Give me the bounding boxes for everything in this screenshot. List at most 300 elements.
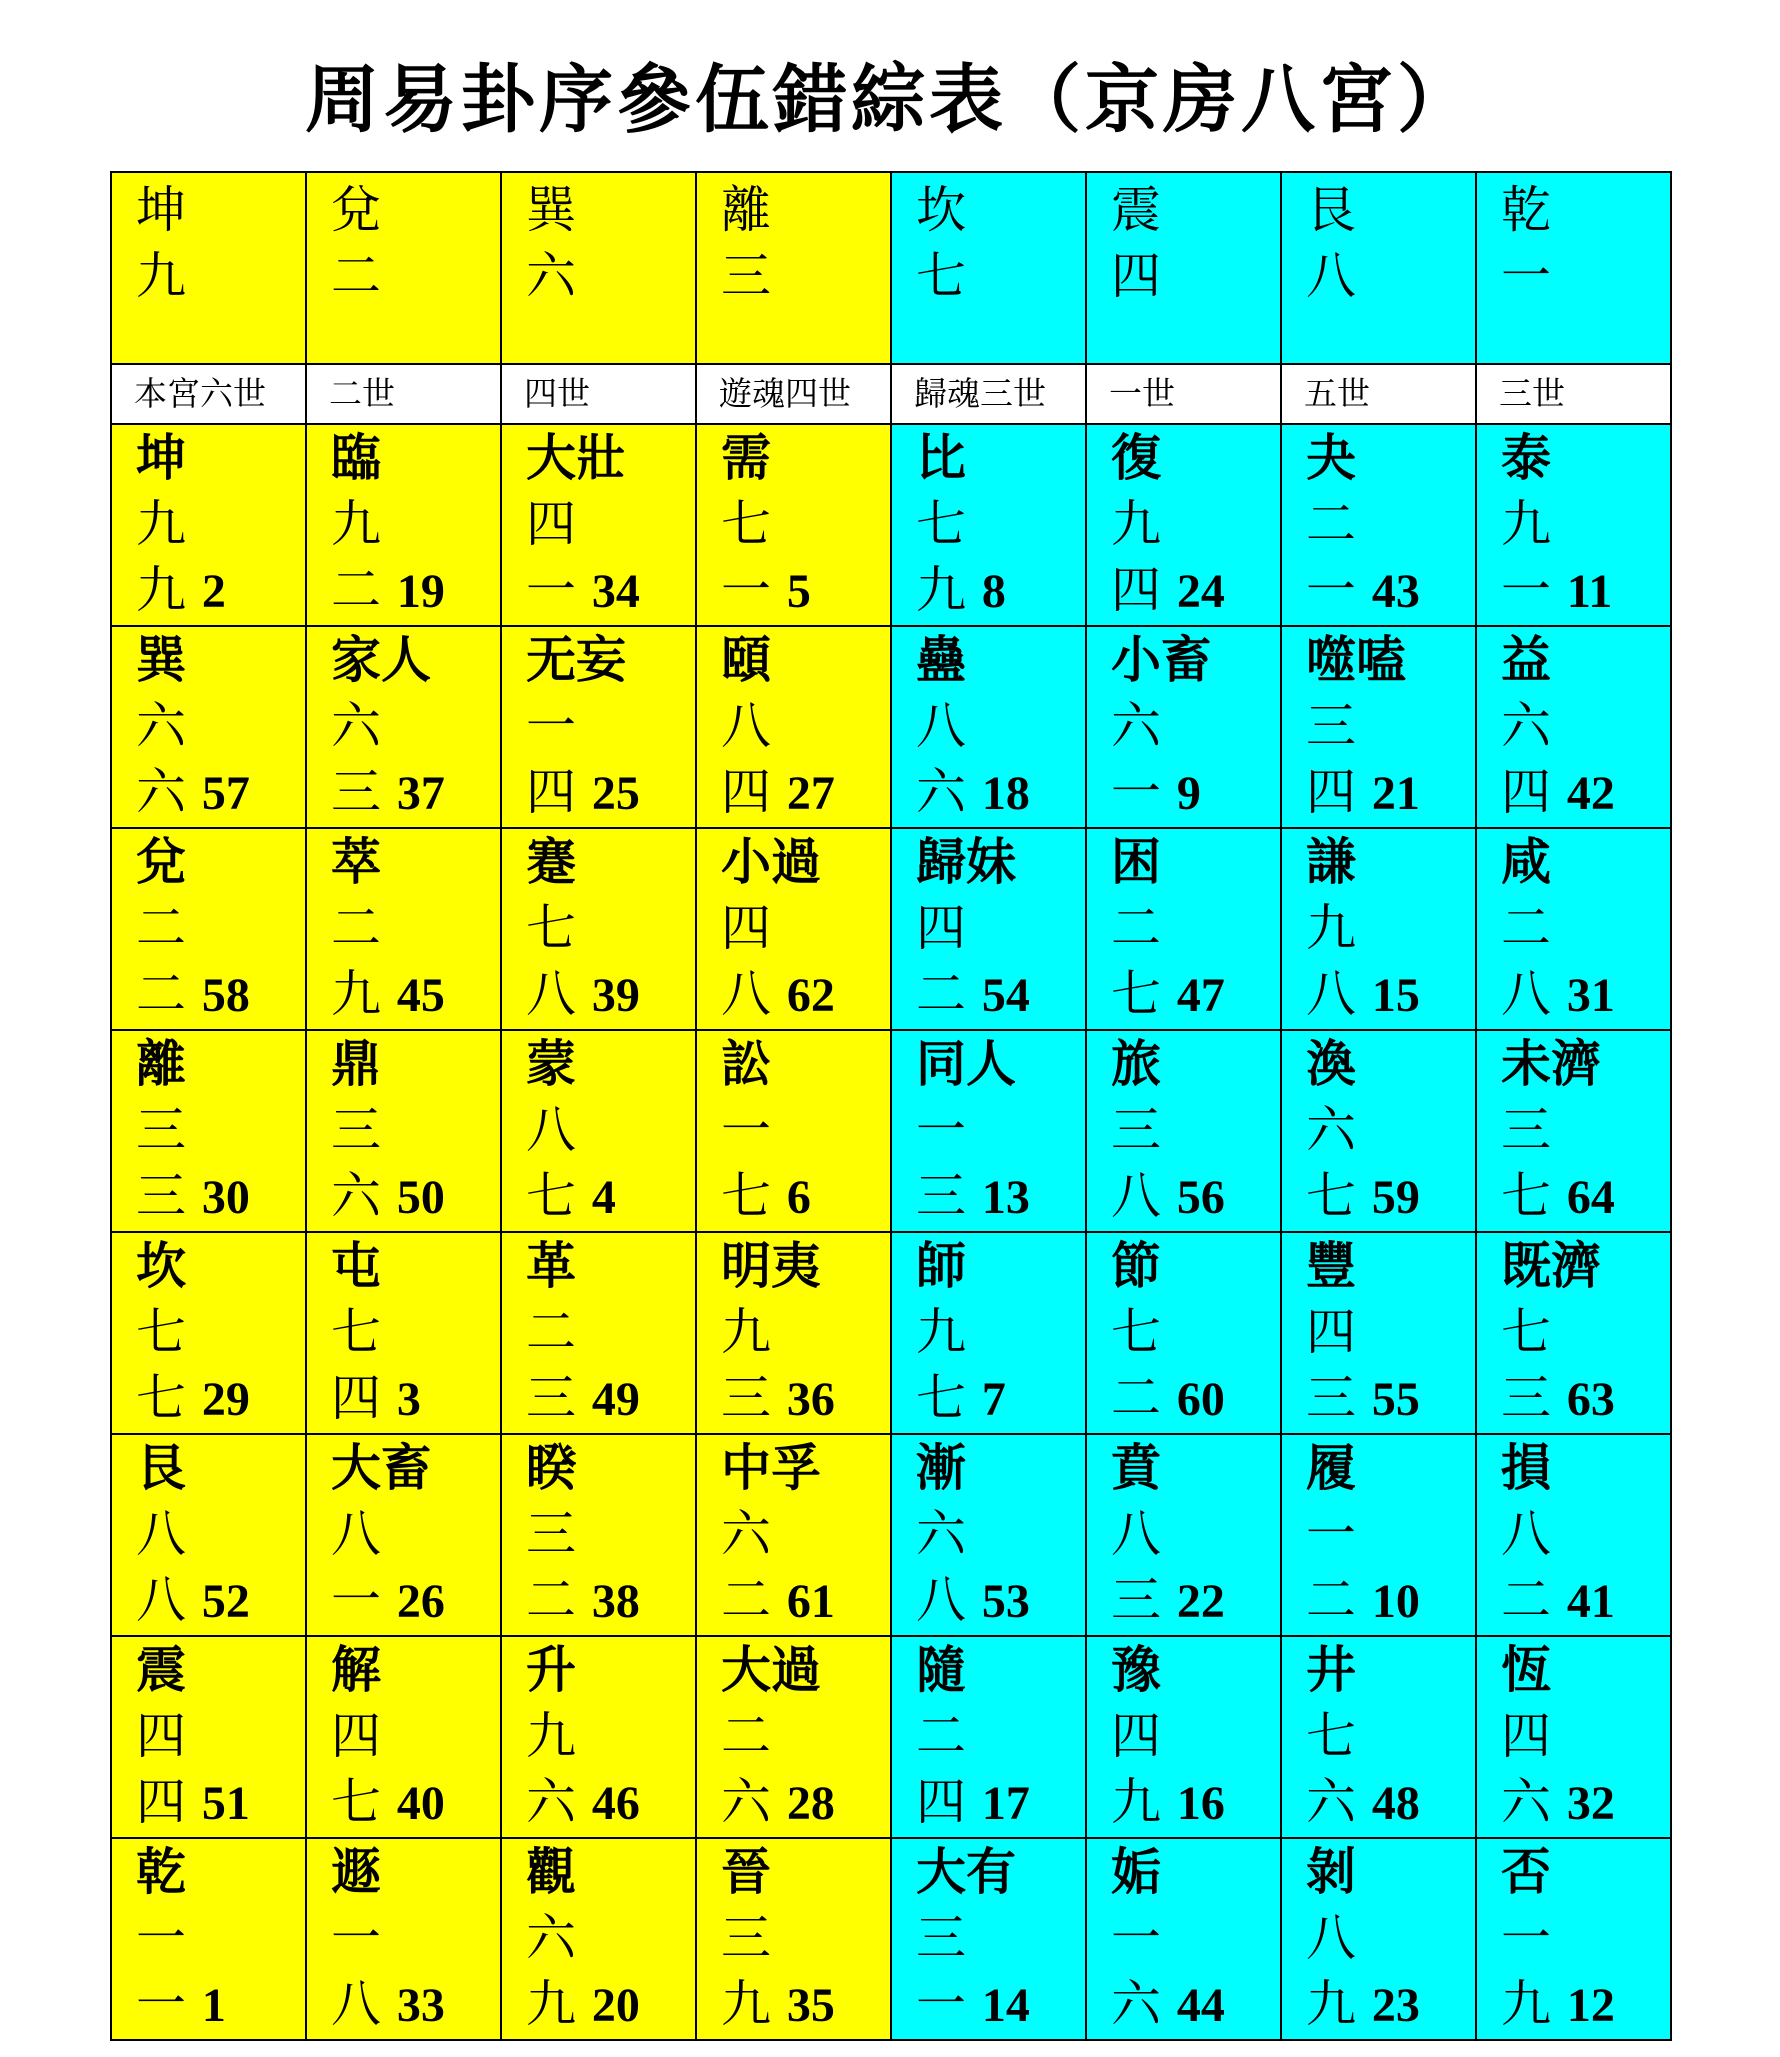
hexagram-lower-line: [892, 1971, 1085, 2039]
hexagram-upper-number: 九: [916, 1303, 966, 1361]
hexagram-upper-number: 三: [916, 1909, 966, 1967]
hexagram-sequence-number: 58: [201, 969, 250, 1022]
hexagram-lower-number: 九: [721, 1975, 771, 2033]
hexagram-cell: [111, 828, 306, 1030]
hexagram-upper-number: 三: [136, 1101, 186, 1159]
hexagram-lower-number: 二: [331, 561, 381, 619]
hexagram-lower-line: [1477, 1769, 1670, 1837]
hexagram-cell: [1476, 1232, 1671, 1434]
hexagram-name: 遯: [331, 1842, 381, 1901]
hexagram-name: 蒙: [526, 1034, 576, 1093]
hexagram-cell: [111, 1434, 306, 1636]
hexagram-cell: [1086, 1636, 1281, 1838]
hexagram-sequence-number: 50: [396, 1171, 445, 1224]
hexagram-name: 睽: [526, 1438, 576, 1497]
hexagram-lower-line: [307, 1163, 500, 1231]
hexagram-lower-line: [892, 759, 1085, 827]
hexagram-lower-line: [1477, 1971, 1670, 2039]
hexagram-lower-line: [502, 557, 695, 625]
generation-label: 本宮六世: [134, 374, 266, 413]
hexagram-lower-line: [697, 1163, 890, 1231]
hexagram-cell: [891, 1838, 1086, 2040]
hexagram-sequence-number: 28: [786, 1777, 835, 1830]
hexagram-upper-number: 一: [526, 697, 576, 755]
hexagram-upper-number: 六: [1111, 697, 1161, 755]
hexagram-upper-number: 九: [331, 495, 381, 553]
hexagram-lower-number: 四: [331, 1369, 381, 1427]
hexagram-name: 履: [1306, 1438, 1356, 1497]
hexagram-sequence-number: 62: [786, 969, 835, 1022]
hexagram-upper-number: 三: [331, 1101, 381, 1159]
hexagram-upper-number: 七: [721, 495, 771, 553]
hexagram-sequence-number: 34: [591, 565, 640, 618]
generation-label: 遊魂四世: [719, 374, 851, 413]
hexagram-upper-number: 六: [136, 697, 186, 755]
palace-header-cell: [696, 172, 891, 364]
hexagram-lower-number: 九: [1306, 1975, 1356, 2033]
hexagram-upper-number: 九: [721, 1303, 771, 1361]
generation-cell: [696, 364, 891, 424]
palace-name: 兌: [331, 181, 381, 239]
hexagram-sequence-number: 23: [1371, 1979, 1420, 2032]
hexagram-lower-number: 二: [916, 965, 966, 1023]
hexagram-name: 蹇: [526, 832, 576, 891]
hexagram-upper-number: 六: [916, 1505, 966, 1563]
hexagram-name: 賁: [1111, 1438, 1161, 1497]
hexagram-lower-number: 一: [136, 1975, 186, 2033]
hexagram-upper-number: 六: [1306, 1101, 1356, 1159]
hexagram-lower-number: 三: [916, 1167, 966, 1225]
hexagram-lower-number: 六: [1111, 1975, 1161, 2033]
hexagram-cell: [1281, 1636, 1476, 1838]
hexagram-cell: [306, 1232, 501, 1434]
hexagram-upper-number: 七: [1501, 1303, 1551, 1361]
hexagram-lower-line: [1477, 759, 1670, 827]
palace-header-cell: [891, 172, 1086, 364]
hexagram-name: 姤: [1111, 1842, 1161, 1901]
hexagram-name: 恆: [1501, 1640, 1551, 1699]
hexagram-row: [111, 1030, 1671, 1232]
hexagram-sequence-number: 39: [591, 969, 640, 1022]
hexagram-lower-number: 六: [721, 1773, 771, 1831]
hexagram-lower-number: 七: [1111, 965, 1161, 1023]
hexagram-row: [111, 1838, 1671, 2040]
hexagram-lower-line: [1282, 557, 1475, 625]
hexagram-name: 豫: [1111, 1640, 1161, 1699]
hexagram-lower-line: [892, 1769, 1085, 1837]
hexagram-sequence-number: 17: [981, 1777, 1030, 1830]
hexagram-lower-number: 一: [331, 1571, 381, 1629]
hexagram-name: 噬嗑: [1306, 630, 1406, 689]
generation-label: 三世: [1499, 374, 1565, 413]
hexagram-name: 鼎: [331, 1034, 381, 1093]
hexagram-lower-line: [1477, 1163, 1670, 1231]
hexagram-name: 益: [1501, 630, 1551, 689]
hexagram-sequence-number: 61: [786, 1575, 835, 1628]
generation-cell: [1476, 364, 1671, 424]
hexagram-sequence-number: 46: [591, 1777, 640, 1830]
hexagram-name: 小畜: [1111, 630, 1211, 689]
hexagram-lower-number: 七: [136, 1369, 186, 1427]
hexagram-lower-number: 三: [331, 763, 381, 821]
hexagram-sequence-number: 1: [201, 1979, 226, 2032]
palace-number: 九: [136, 247, 186, 305]
hexagram-upper-number: 八: [1306, 1909, 1356, 1967]
hexagram-sequence-number: 16: [1176, 1777, 1225, 1830]
hexagram-lower-line: [1282, 759, 1475, 827]
hexagram-cell: [891, 626, 1086, 828]
hexagram-lower-line: [1282, 1769, 1475, 1837]
hexagram-name: 旅: [1111, 1034, 1161, 1093]
hexagram-cell: [891, 1434, 1086, 1636]
hexagram-lower-number: 四: [721, 763, 771, 821]
hexagram-lower-number: 八: [721, 965, 771, 1023]
hexagram-lower-line: [1087, 961, 1280, 1029]
generation-label: 歸魂三世: [914, 374, 1046, 413]
hexagram-sequence-number: 3: [396, 1373, 421, 1426]
hexagram-lower-line: [1477, 1567, 1670, 1635]
hexagram-upper-number: 四: [1501, 1707, 1551, 1765]
hexagram-cell: [1476, 1434, 1671, 1636]
palace-header-cell: [1281, 172, 1476, 364]
hexagram-name: 渙: [1306, 1034, 1356, 1093]
hexagram-lower-line: [697, 1971, 890, 2039]
hexagram-name: 革: [526, 1236, 576, 1295]
hexagram-lower-line: [307, 1365, 500, 1433]
palace-name: 乾: [1501, 181, 1551, 239]
hexagram-cell: [1476, 828, 1671, 1030]
hexagram-sequence-number: 8: [981, 565, 1006, 618]
hexagram-sequence-number: 10: [1371, 1575, 1420, 1628]
hexagram-lower-number: 一: [916, 1975, 966, 2033]
hexagram-sequence-number: 49: [591, 1373, 640, 1426]
hexagram-sequence-number: 30: [201, 1171, 250, 1224]
hexagram-upper-number: 九: [136, 495, 186, 553]
hexagram-cell: [111, 1636, 306, 1838]
generation-label: 一世: [1109, 374, 1175, 413]
hexagram-lower-number: 八: [136, 1571, 186, 1629]
hexagram-row: [111, 626, 1671, 828]
hexagram-upper-number: 六: [721, 1505, 771, 1563]
hexagram-sequence-number: 51: [201, 1777, 250, 1830]
hexagram-lower-number: 三: [1501, 1369, 1551, 1427]
hexagram-name: 中孚: [721, 1438, 821, 1497]
hexagram-upper-number: 四: [916, 899, 966, 957]
hexagram-sequence-number: 2: [201, 565, 226, 618]
page-title: 周易卦序參伍錯綜表（京房八宮）: [305, 57, 1475, 143]
hexagram-sequence-number: 45: [396, 969, 445, 1022]
hexagram-lower-line: [1282, 1971, 1475, 2039]
hexagram-name: 解: [331, 1640, 381, 1699]
hexagram-sequence-number: 56: [1176, 1171, 1225, 1224]
palace-name: 坎: [916, 181, 966, 239]
hexagram-upper-number: 八: [136, 1505, 186, 1563]
hexagram-cell: [1086, 1030, 1281, 1232]
hexagram-upper-number: 一: [136, 1909, 186, 1967]
hexagram-cell: [696, 1636, 891, 1838]
hexagram-lower-line: [1087, 1769, 1280, 1837]
hexagram-lower-line: [112, 1769, 305, 1837]
hexagram-lower-number: 七: [331, 1773, 381, 1831]
hexagram-lower-line: [697, 557, 890, 625]
hexagram-name: 巽: [136, 630, 186, 689]
hexagram-name: 夬: [1306, 428, 1356, 487]
hexagram-lower-line: [892, 961, 1085, 1029]
hexagram-lower-line: [697, 1769, 890, 1837]
hexagram-lower-number: 三: [721, 1369, 771, 1427]
hexagram-cell: [501, 1838, 696, 2040]
hexagram-cell: [1476, 1030, 1671, 1232]
hexagram-name: 大畜: [331, 1438, 431, 1497]
hexagram-cell: [501, 1030, 696, 1232]
hexagram-upper-number: 二: [1111, 899, 1161, 957]
hexagram-upper-number: 二: [1306, 495, 1356, 553]
hexagram-lower-number: 八: [916, 1571, 966, 1629]
hexagram-lower-line: [307, 557, 500, 625]
hexagram-lower-number: 九: [1501, 1975, 1551, 2033]
hexagram-sequence-number: 43: [1371, 565, 1420, 618]
generation-cell: [1281, 364, 1476, 424]
hexagram-name: 師: [916, 1236, 966, 1295]
generation-cell: [501, 364, 696, 424]
hexagram-upper-number: 二: [136, 899, 186, 957]
generation-label: 四世: [524, 374, 590, 413]
hexagram-lower-number: 三: [1111, 1571, 1161, 1629]
hexagram-lower-number: 四: [1111, 561, 1161, 619]
hexagram-name: 需: [721, 428, 771, 487]
palace-name: 震: [1111, 181, 1161, 239]
hexagram-name: 屯: [331, 1236, 381, 1295]
hexagram-table: [110, 171, 1672, 2041]
hexagram-lower-line: [1087, 1567, 1280, 1635]
hexagram-lower-line: [1282, 961, 1475, 1029]
hexagram-row: [111, 828, 1671, 1030]
hexagram-upper-number: 九: [1111, 495, 1161, 553]
hexagram-lower-line: [307, 1769, 500, 1837]
hexagram-sequence-number: 4: [591, 1171, 616, 1224]
hexagram-cell: [501, 1232, 696, 1434]
hexagram-sequence-number: 5: [786, 565, 811, 618]
hexagram-lower-line: [1087, 1971, 1280, 2039]
hexagram-cell: [1086, 424, 1281, 626]
hexagram-lower-number: 四: [526, 763, 576, 821]
hexagram-lower-number: 六: [1306, 1773, 1356, 1831]
hexagram-sequence-number: 18: [981, 767, 1030, 820]
hexagram-cell: [501, 424, 696, 626]
hexagram-lower-number: 一: [1501, 561, 1551, 619]
generation-cell: [111, 364, 306, 424]
hexagram-cell: [891, 828, 1086, 1030]
hexagram-upper-number: 四: [526, 495, 576, 553]
hexagram-lower-number: 二: [526, 1571, 576, 1629]
hexagram-upper-number: 八: [526, 1101, 576, 1159]
hexagram-lower-number: 二: [136, 965, 186, 1023]
hexagram-name: 蠱: [916, 630, 966, 689]
hexagram-lower-line: [892, 1365, 1085, 1433]
hexagram-cell: [1086, 1434, 1281, 1636]
hexagram-lower-number: 二: [1501, 1571, 1551, 1629]
hexagram-name: 萃: [331, 832, 381, 891]
hexagram-lower-number: 四: [1306, 763, 1356, 821]
hexagram-lower-number: 二: [1111, 1369, 1161, 1427]
hexagram-row: [111, 1434, 1671, 1636]
hexagram-cell: [1476, 1636, 1671, 1838]
hexagram-name: 損: [1501, 1438, 1551, 1497]
hexagram-name: 復: [1111, 428, 1161, 487]
hexagram-upper-number: 三: [1501, 1101, 1551, 1159]
hexagram-sequence-number: 60: [1176, 1373, 1225, 1426]
hexagram-cell: [1086, 828, 1281, 1030]
hexagram-sequence-number: 7: [981, 1373, 1006, 1426]
hexagram-lower-number: 七: [721, 1167, 771, 1225]
hexagram-sequence-number: 13: [981, 1171, 1030, 1224]
hexagram-lower-number: 六: [1501, 1773, 1551, 1831]
hexagram-lower-number: 六: [916, 763, 966, 821]
hexagram-sequence-number: 44: [1176, 1979, 1225, 2032]
hexagram-lower-number: 一: [1111, 763, 1161, 821]
palace-number: 三: [721, 247, 771, 305]
hexagram-lower-line: [1282, 1163, 1475, 1231]
hexagram-cell: [111, 1838, 306, 2040]
hexagram-name: 升: [526, 1640, 576, 1699]
hexagram-lower-line: [502, 1971, 695, 2039]
hexagram-name: 明夷: [721, 1236, 821, 1295]
hexagram-lower-number: 八: [1501, 965, 1551, 1023]
hexagram-lower-number: 七: [1306, 1167, 1356, 1225]
hexagram-lower-number: 四: [136, 1773, 186, 1831]
hexagram-upper-number: 二: [331, 899, 381, 957]
hexagram-cell: [1281, 1232, 1476, 1434]
hexagram-cell: [696, 424, 891, 626]
hexagram-row: [111, 424, 1671, 626]
hexagram-upper-number: 四: [1111, 1707, 1161, 1765]
palace-number: 七: [916, 247, 966, 305]
hexagram-sequence-number: 29: [201, 1373, 250, 1426]
hexagram-lower-number: 一: [526, 561, 576, 619]
hexagram-lower-line: [307, 759, 500, 827]
hexagram-sequence-number: 57: [201, 767, 250, 820]
hexagram-cell: [891, 1030, 1086, 1232]
hexagram-upper-number: 一: [1111, 1909, 1161, 1967]
hexagram-sequence-number: 12: [1566, 1979, 1615, 2032]
hexagram-upper-number: 七: [1306, 1707, 1356, 1765]
hexagram-cell: [1086, 1232, 1281, 1434]
hexagram-lower-number: 三: [526, 1369, 576, 1427]
hexagram-lower-line: [307, 1971, 500, 2039]
hexagram-cell: [1476, 1838, 1671, 2040]
hexagram-upper-number: 三: [526, 1505, 576, 1563]
palace-name: 離: [721, 181, 771, 239]
hexagram-lower-number: 一: [721, 561, 771, 619]
hexagram-lower-line: [307, 961, 500, 1029]
hexagram-sequence-number: 47: [1176, 969, 1225, 1022]
hexagram-upper-number: 三: [1111, 1101, 1161, 1159]
hexagram-upper-number: 八: [916, 697, 966, 755]
hexagram-name: 隨: [916, 1640, 966, 1699]
hexagram-cell: [306, 1030, 501, 1232]
hexagram-upper-number: 九: [1501, 495, 1551, 553]
hexagram-sequence-number: 54: [981, 969, 1030, 1022]
hexagram-upper-number: 九: [526, 1707, 576, 1765]
hexagram-name: 同人: [916, 1034, 1016, 1093]
hexagram-name: 困: [1111, 832, 1161, 891]
hexagram-name: 離: [136, 1034, 186, 1093]
hexagram-name: 井: [1306, 1640, 1356, 1699]
hexagram-cell: [306, 626, 501, 828]
hexagram-name: 剝: [1306, 1842, 1356, 1901]
hexagram-name: 大有: [916, 1842, 1016, 1901]
hexagram-name: 大壯: [526, 428, 626, 487]
palace-header-cell: [501, 172, 696, 364]
hexagram-name: 坎: [136, 1236, 186, 1295]
hexagram-sequence-number: 31: [1566, 969, 1615, 1022]
hexagram-name: 頤: [721, 630, 771, 689]
hexagram-upper-number: 二: [916, 1707, 966, 1765]
hexagram-lower-number: 七: [526, 1167, 576, 1225]
hexagram-lower-number: 九: [1111, 1773, 1161, 1831]
hexagram-sequence-number: 40: [396, 1777, 445, 1830]
hexagram-lower-line: [112, 1163, 305, 1231]
hexagram-sequence-number: 55: [1371, 1373, 1420, 1426]
hexagram-name: 節: [1111, 1236, 1161, 1295]
hexagram-name: 小過: [721, 832, 821, 891]
hexagram-upper-number: 六: [526, 1909, 576, 1967]
hexagram-sequence-number: 21: [1371, 767, 1420, 820]
palace-header-row: [111, 172, 1671, 364]
hexagram-name: 歸妹: [916, 832, 1016, 891]
hexagram-lower-number: 七: [1501, 1167, 1551, 1225]
hexagram-upper-number: 八: [1501, 1505, 1551, 1563]
hexagram-lower-line: [1282, 1365, 1475, 1433]
hexagram-sequence-number: 64: [1566, 1171, 1615, 1224]
hexagram-cell: [111, 626, 306, 828]
hexagram-upper-number: 一: [1501, 1909, 1551, 1967]
hexagram-lower-number: 一: [1306, 561, 1356, 619]
hexagram-sequence-number: 53: [981, 1575, 1030, 1628]
hexagram-row: [111, 1636, 1671, 1838]
hexagram-lower-line: [1282, 1567, 1475, 1635]
hexagram-upper-number: 四: [136, 1707, 186, 1765]
hexagram-name: 訟: [721, 1034, 771, 1093]
hexagram-upper-number: 六: [1501, 697, 1551, 755]
hexagram-sequence-number: 22: [1176, 1575, 1225, 1628]
hexagram-cell: [891, 424, 1086, 626]
hexagram-lower-number: 六: [136, 763, 186, 821]
hexagram-upper-number: 二: [526, 1303, 576, 1361]
hexagram-cell: [891, 1636, 1086, 1838]
hexagram-cell: [306, 1636, 501, 1838]
hexagram-name: 謙: [1306, 832, 1356, 891]
hexagram-lower-line: [112, 1971, 305, 2039]
hexagram-upper-number: 四: [331, 1707, 381, 1765]
hexagram-upper-number: 一: [331, 1909, 381, 1967]
hexagram-upper-number: 八: [1111, 1505, 1161, 1563]
hexagram-upper-number: 七: [1111, 1303, 1161, 1361]
hexagram-sequence-number: 25: [591, 767, 640, 820]
hexagram-sequence-number: 48: [1371, 1777, 1420, 1830]
hexagram-name: 坤: [136, 428, 186, 487]
hexagram-name: 泰: [1501, 428, 1551, 487]
hexagram-lower-line: [1087, 759, 1280, 827]
palace-number: 二: [331, 247, 381, 305]
palace-header-cell: [1476, 172, 1671, 364]
hexagram-lower-line: [1477, 1365, 1670, 1433]
hexagram-sequence-number: 38: [591, 1575, 640, 1628]
hexagram-row: [111, 1232, 1671, 1434]
hexagram-upper-number: 八: [721, 697, 771, 755]
hexagram-name: 比: [916, 428, 966, 487]
hexagram-cell: [501, 1636, 696, 1838]
